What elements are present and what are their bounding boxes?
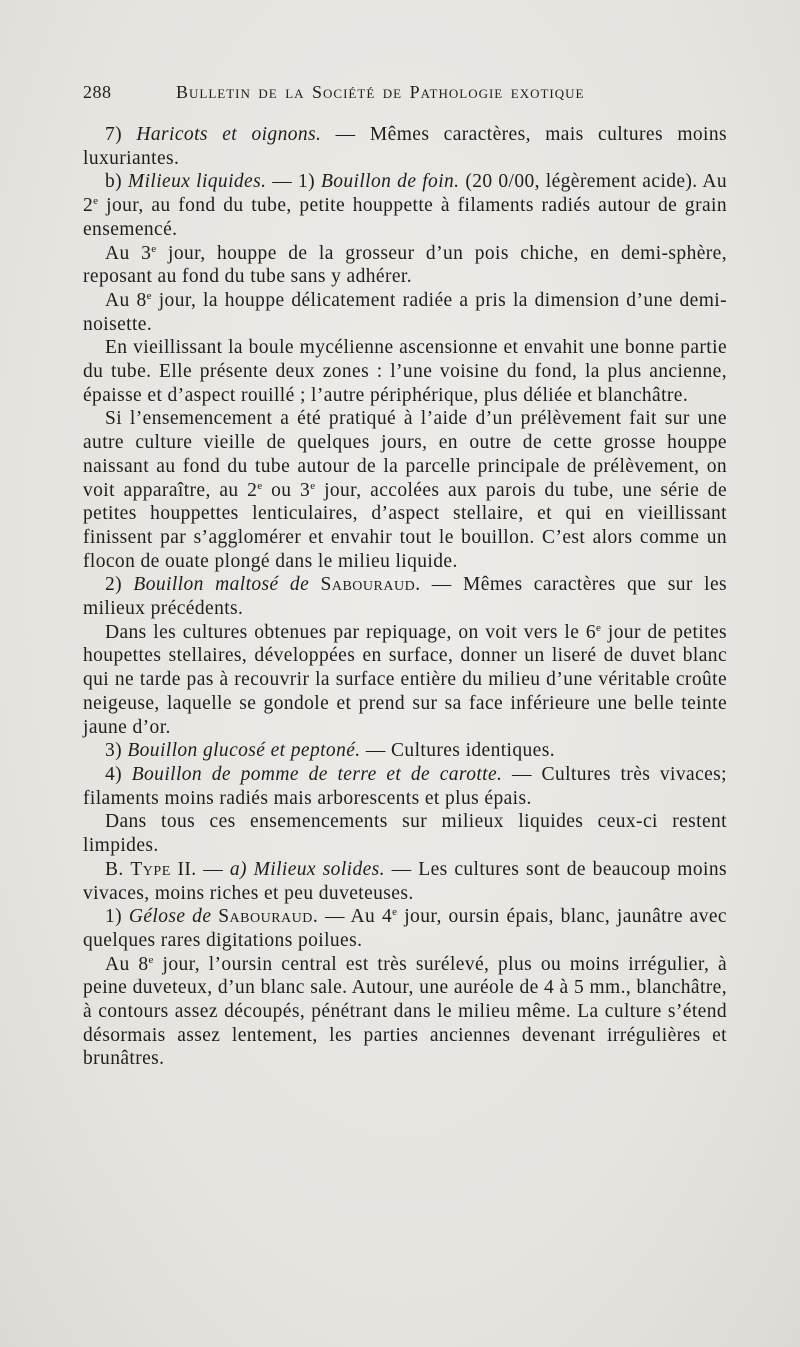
section-title: Haricots et oignons. — [136, 124, 322, 145]
paragraph-gelose: 1) Gélose de Sabouraud. — Au 4e jour, oursin épais, blanc, jaunâtre avec quelques rares digitations poilues. — [83, 906, 727, 951]
paragraph-milieux-liquides: b) Milieux liquides. — 1) Bouillon de foin. (20 0/00, légèrement acide). Au 2e jour, au fond du tube, petite houppette à filaments radiés autour de grain ensemencé. — [83, 171, 727, 240]
paragraph-vieillissant: En vieillissant la boule mycélienne ascensionne et envahit une bonne partie du tube. Elle présente deux zones : l’une voisine du fond, la plus ancienne, épaisse et d’aspect rouillé ; l’autre périphérique, plus déliée et blanchâtre. — [83, 337, 727, 406]
paragraph-bouillon-pomme: 4) Bouillon de pomme de terre et de carotte. — Cultures très vivaces; filaments moins radiés mais arborescents et plus épais. — [83, 763, 727, 809]
page-header — [83, 82, 723, 108]
paragraph-haricots: 7) Haricots et oignons. — Mêmes caractères, mais cultures moins luxuriantes. — [83, 124, 727, 169]
section-title: Bouillon maltosé de — [133, 574, 310, 596]
section-title: Milieux liquides. — [127, 171, 267, 193]
paragraph-limpides: Dans tous ces ensemencements sur milieux liquides ceux-ci restent limpides. — [83, 811, 727, 857]
paragraph-day-3: Au 3e jour, houppe de la grosseur d’un pois chiche, en demi-sphère, reposant au fond du tube sans y adhérer. — [83, 242, 727, 288]
paragraph-bouillon-maltose: 2) Bouillon maltosé de Sabouraud. — Mêmes caractères que sur les milieux précédents. — [83, 574, 728, 620]
section-title: Bouillon de pomme de terre et de carotte. — [131, 763, 503, 785]
paragraph-day-8: Au 8e jour, la houppe délicatement radiée a pris la dimension d’une demi-noisette. — [83, 289, 728, 335]
author-name: Sabouraud — [218, 906, 313, 928]
body-text — [83, 123, 727, 1071]
section-title: Bouillon glucosé et peptoné. — [127, 740, 361, 762]
running-head: Bulletin de la Société de Pathologie exotique — [176, 82, 585, 102]
section-title: Bouillon de foin. — [320, 171, 460, 193]
page-number: 288 — [83, 82, 112, 102]
section-title: Milieux solides. — [253, 858, 385, 880]
paragraph-bouillon-glucose: 3) Bouillon glucosé et peptoné. — Cultures identiques. — [105, 740, 555, 762]
paragraph-type-ii: B. Type II. — a) Milieux solides. — Les cultures sont de beaucoup moins vivaces, moins riches et peu duveteuses. — [83, 858, 727, 904]
section-title: Gélose de — [128, 906, 212, 928]
author-name: Sabouraud — [320, 574, 416, 596]
paragraph-repiquage: Dans les cultures obtenues par repiquage, on voit vers le 6e jour de petites houpettes stellaires, développées en surface, donner un liseré de duvet blanc qui ne tarde pas à recouvrir la surface entière du milieu d’une véritable croûte neigeuse, laquelle se gondole et prend sur sa face inférieure une belle teinte jaune d’or. — [83, 621, 727, 738]
paragraph-ensemencement: Si l’ensemencement a été pratiqué à l’aide d’un prélèvement fait sur une autre culture vieille de quelques jours, en outre de cette grosse houppe naissant au fond du tube autour de la parcelle principale de prélèvement, on voit apparaître, au 2e ou 3e jour, accolées aux parois du tube, une série de petites houppettes lenticulaires, d’aspect stellaire, et qui en vieillissant finissent par s’agglomérer et envahir tout le bouillon. C’est alors comme un flocon de ouate plongé dans le milieu liquide. — [83, 408, 727, 572]
paragraph-oursin: Au 8e jour, l’oursin central est très surélevé, plus ou moins irrégulier, à peine duveteux, d’un blanc sale. Autour, une auréole de 4 à 5 mm., blanchâtre, à contours assez découpés, pénétrant dans le milieu même. La culture s’étend désormais assez lentement, les parties anciennes devenant irrégulières et brunâtres. — [83, 953, 728, 1070]
